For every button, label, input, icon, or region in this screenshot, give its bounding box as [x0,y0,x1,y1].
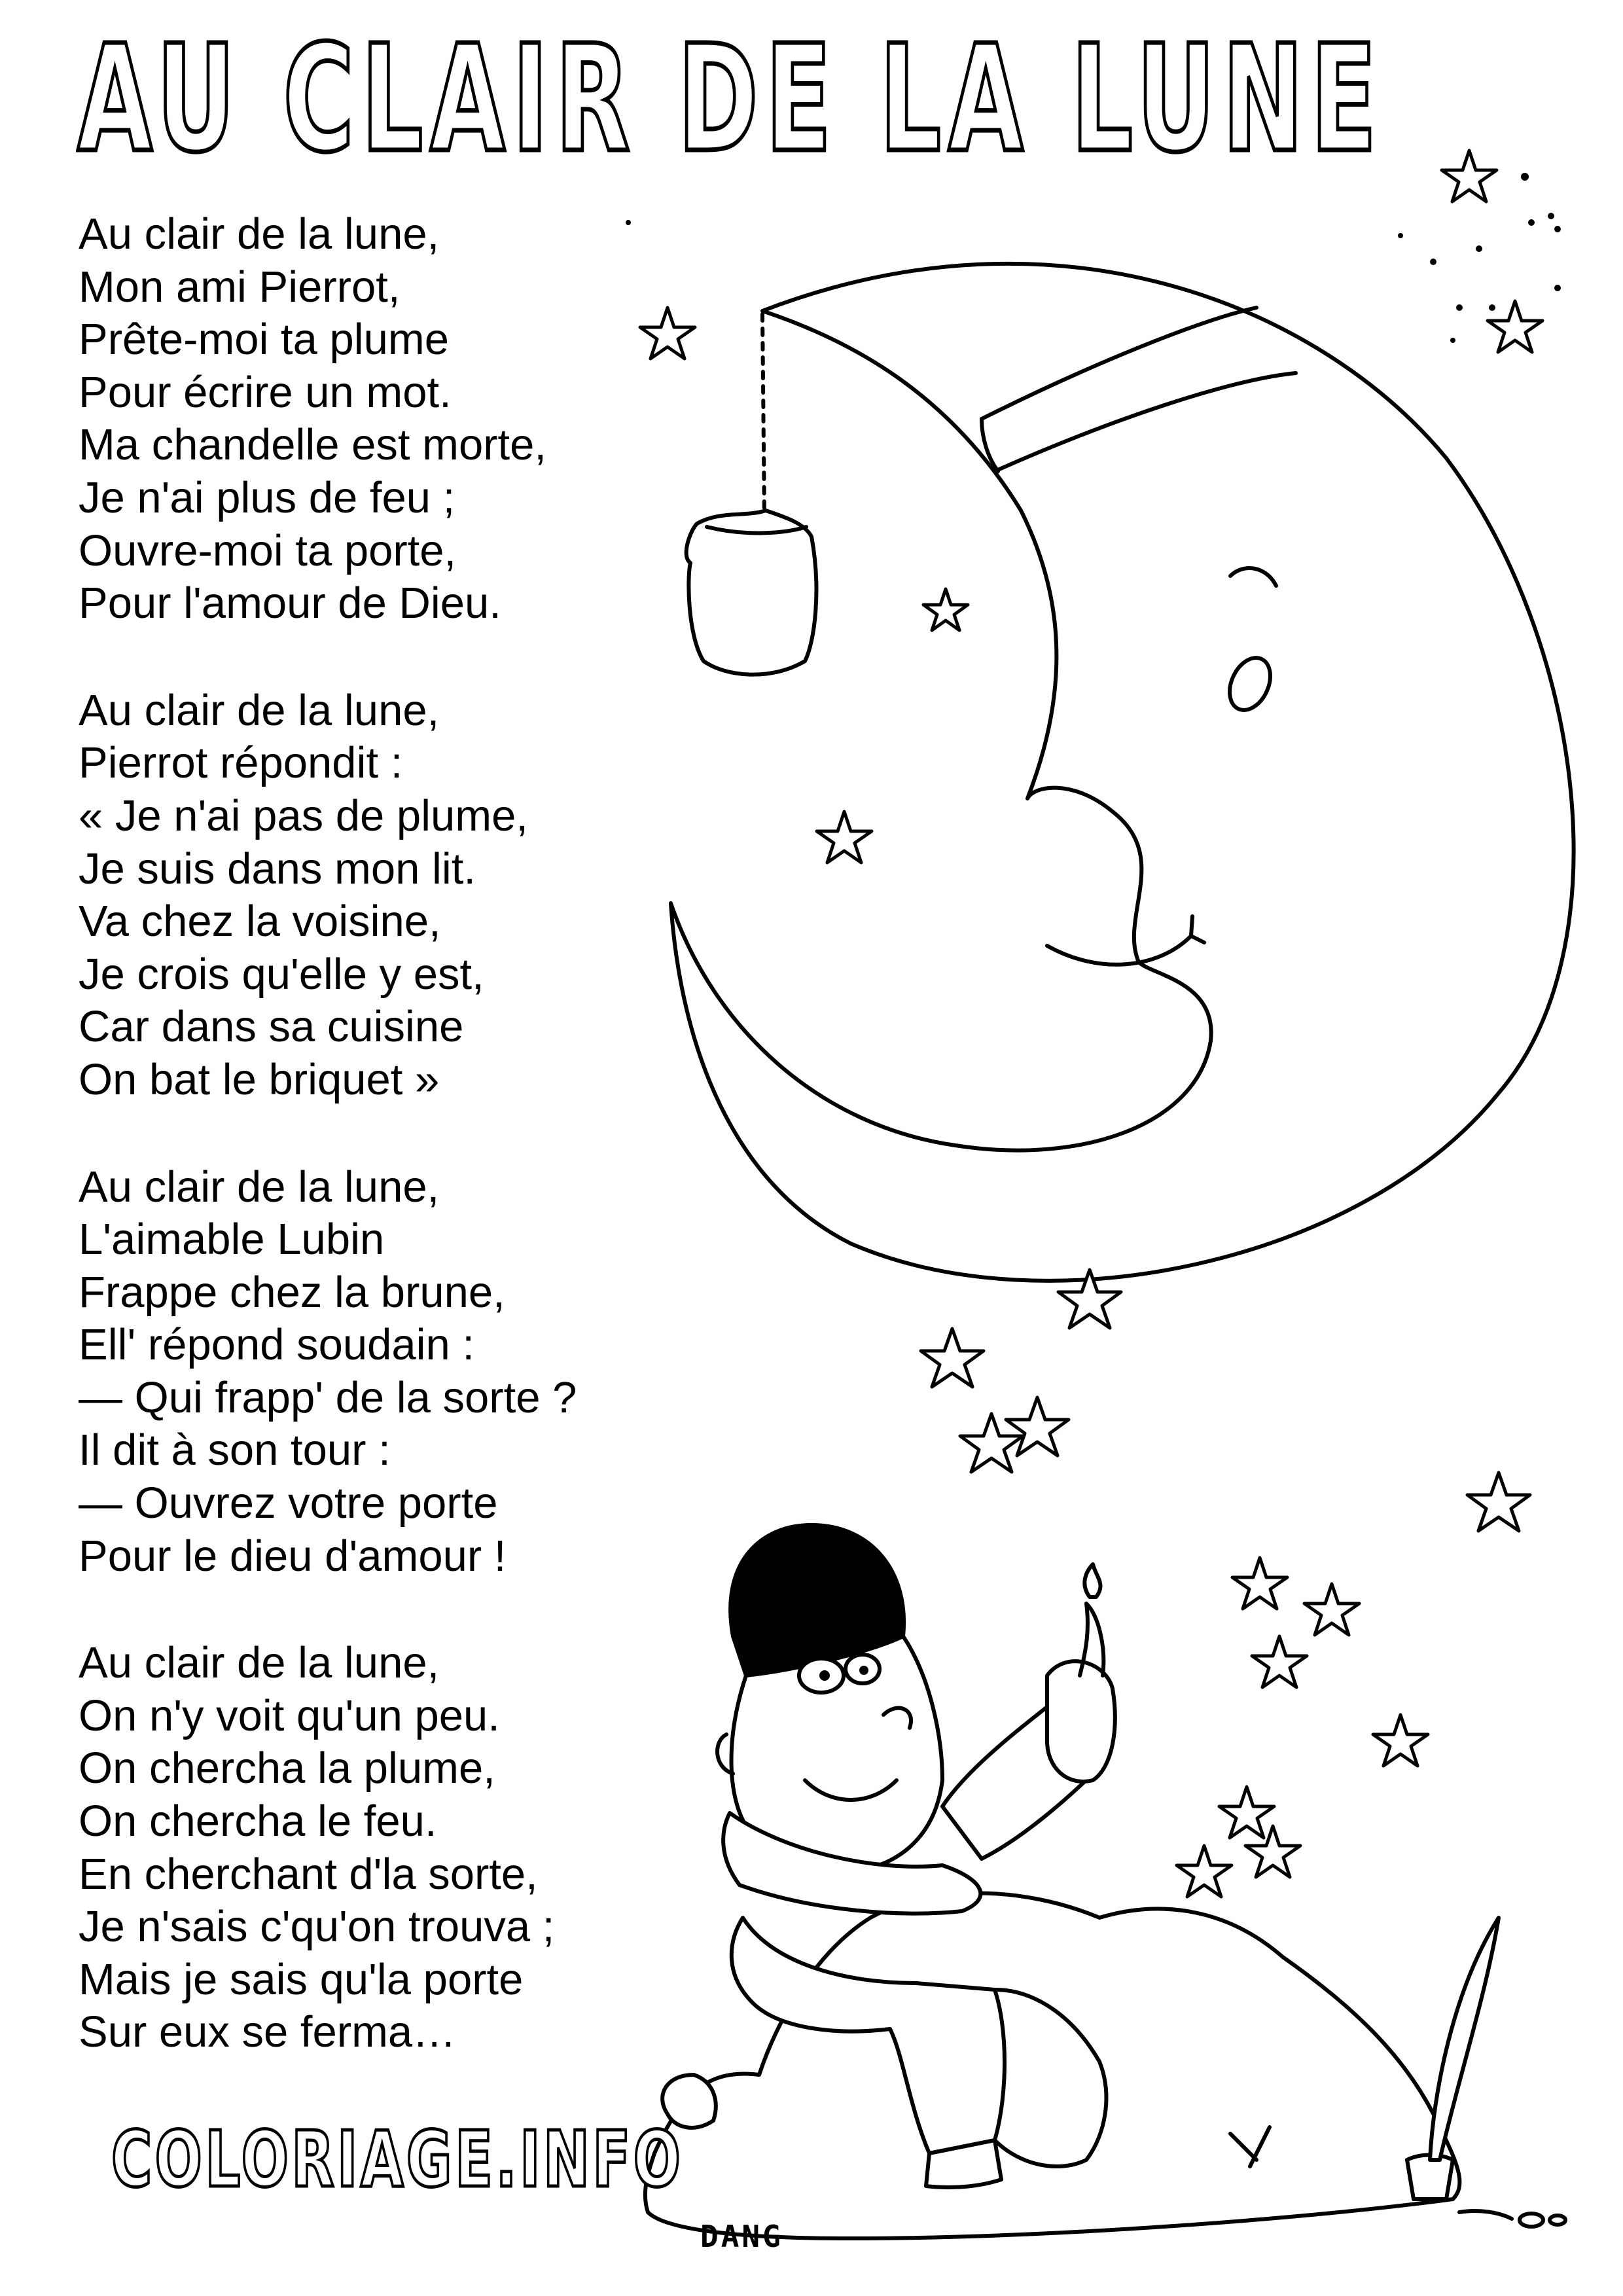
lyric-line: Mon ami Pierrot, [79,262,401,312]
lyric-line: Je n'sais c'qu'on trouva ; [79,1902,555,1952]
page-title: AU CLAIR DE LA LUNE [77,14,1384,185]
lyric-line: — Qui frapp' de la sorte ? [79,1372,577,1422]
lyric-line: Au clair de la lune, [79,209,440,259]
lyric-line: On bat le briquet » [79,1054,440,1104]
lyric-line: Au clair de la lune, [79,1638,440,1688]
lantern-icon [687,314,817,675]
lyric-line: Je crois qu'elle y est, [79,949,484,999]
lyric-line: Pour écrire un mot. [79,367,452,417]
crescent-moon-icon [671,264,1574,1281]
lyric-line: On chercha le feu. [79,1797,437,1846]
lyric-line: L'aimable Lubin [79,1215,385,1265]
lyric-line: Au clair de la lune, [79,685,440,735]
lyric-line: Ell' répond soudain : [79,1320,475,1370]
lyric-line: En cherchant d'la sorte, [79,1849,538,1899]
lyric-line: On chercha la plume, [79,1744,495,1793]
lyric-line: Prête-moi ta plume [79,315,449,365]
site-watermark: COLORIAGE.INFO [111,2114,684,2204]
lyric-line: On n'y voit qu'un peu. [79,1691,500,1740]
lyric-line: Je n'ai plus de feu ; [79,473,455,522]
lyric-line: — Ouvrez votre porte [79,1479,498,1528]
artist-signature: DANG [700,2219,783,2254]
lyric-line: Frappe chez la brune, [79,1267,505,1317]
lyric-line: Sur eux se ferma… [79,2007,457,2057]
lyric-line: Ma chandelle est morte, [79,420,547,470]
lyric-line: Pour l'amour de Dieu. [79,579,501,628]
lyric-line: Va chez la voisine, [79,897,441,946]
lyric-line: Pierrot répondit : [79,738,403,788]
lyric-line: Pour le dieu d'amour ! [79,1531,507,1581]
lyric-line: Je suis dans mon lit. [79,844,476,893]
lyric-line: « Je n'ai pas de plume, [79,791,528,840]
lyric-line: Ouvre-moi ta porte, [79,526,457,575]
lyric-line: Au clair de la lune, [79,1162,440,1211]
lyric-line: Il dit à son tour : [79,1426,391,1475]
lyric-line: Car dans sa cuisine [79,1002,464,1052]
lyric-line: Mais je sais qu'la porte [79,1954,524,2004]
